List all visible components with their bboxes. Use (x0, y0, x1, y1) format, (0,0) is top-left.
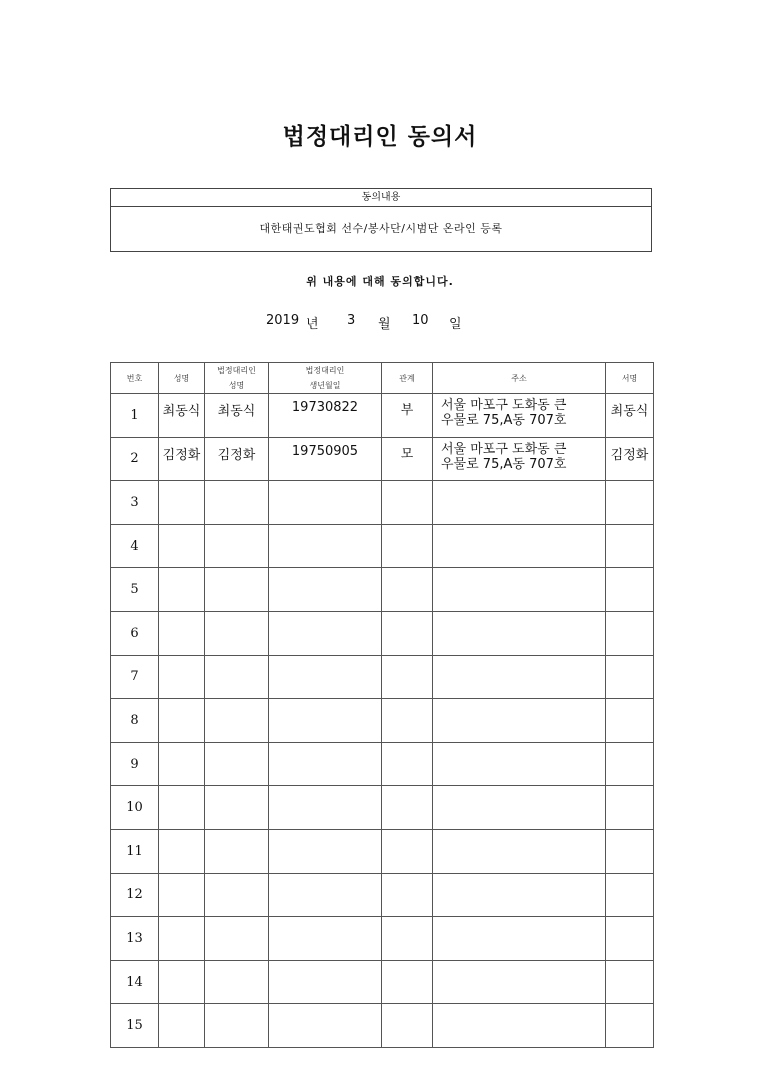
guardian-birthdate-cell (269, 960, 382, 1004)
guardian-name-cell (205, 568, 269, 612)
student-name-cell (159, 568, 205, 612)
row-number-cell: 15 (111, 1004, 159, 1048)
address-cell (433, 611, 606, 655)
guardian-name-cell (205, 524, 269, 568)
relation-cell (382, 960, 433, 1004)
guardian-birthdate-cell (269, 481, 382, 525)
relation-cell (382, 611, 433, 655)
signature-cell (606, 524, 654, 568)
signature-cell (606, 873, 654, 917)
address-cell (433, 655, 606, 699)
address-cell: 서울 마포구 도화동 큰 우물로 75,A동 707호 (433, 394, 606, 438)
header-name: 성명 (159, 363, 205, 394)
row-number-cell: 12 (111, 873, 159, 917)
student-name-cell (159, 742, 205, 786)
guardian-name-cell (205, 917, 269, 961)
signature-cell (606, 742, 654, 786)
header-sign: 서명 (606, 363, 654, 394)
guardian-name-cell (205, 786, 269, 830)
guardian-name-cell (205, 1004, 269, 1048)
address-cell (433, 481, 606, 525)
table-row (111, 786, 654, 830)
address-cell (433, 786, 606, 830)
row-number-cell: 11 (111, 829, 159, 873)
table-row (111, 524, 654, 568)
address-cell (433, 1004, 606, 1048)
table-row (111, 655, 654, 699)
student-name-cell (159, 699, 205, 743)
relation-cell (382, 917, 433, 961)
guardian-birthdate-cell (269, 829, 382, 873)
table-row (111, 437, 654, 481)
row-number-cell: 2 (111, 437, 159, 481)
relation-cell (382, 481, 433, 525)
table-row (111, 873, 654, 917)
address-cell: 서울 마포구 도화동 큰 우물로 75,A동 707호 (433, 437, 606, 481)
date-day: 10 (412, 313, 429, 328)
relation-cell (382, 699, 433, 743)
table-row (111, 917, 654, 961)
table-row (111, 611, 654, 655)
guardian-name-cell (205, 829, 269, 873)
table-row (111, 394, 654, 438)
signature-cell (606, 917, 654, 961)
relation-cell: 부 (382, 394, 433, 438)
signature-cell (606, 481, 654, 525)
address-cell (433, 568, 606, 612)
table-row (111, 481, 654, 525)
table-body (111, 394, 654, 1048)
table-row (111, 699, 654, 743)
date-year: 2019 (266, 313, 300, 328)
guardian-birthdate-cell (269, 611, 382, 655)
row-number-cell: 1 (111, 394, 159, 438)
guardian-birthdate-cell (269, 699, 382, 743)
relation-cell (382, 655, 433, 699)
student-name-cell (159, 1004, 205, 1048)
header-guardian-birth: 법정대리인 생년월일 (269, 363, 382, 394)
consent-box (110, 188, 652, 252)
header-guardian-name: 법정대리인 성명 (205, 363, 269, 394)
guardian-name-cell: 김정화 (205, 437, 269, 481)
table-row (111, 960, 654, 1004)
student-name-cell (159, 786, 205, 830)
row-number-cell: 14 (111, 960, 159, 1004)
student-name-cell (159, 611, 205, 655)
signature-cell (606, 655, 654, 699)
table-row (111, 1004, 654, 1048)
guardian-birthdate-cell (269, 524, 382, 568)
relation-cell (382, 873, 433, 917)
guardian-name-cell (205, 960, 269, 1004)
guardian-name-cell: 최동식 (205, 394, 269, 438)
guardian-birthdate-cell (269, 1004, 382, 1048)
signature-cell (606, 699, 654, 743)
student-name-cell (159, 873, 205, 917)
row-number-cell: 4 (111, 524, 159, 568)
agreement-statement: 위 내용에 대해 동의합니다. (306, 275, 454, 288)
address-cell (433, 873, 606, 917)
guardian-birthdate-cell (269, 655, 382, 699)
signature-cell (606, 568, 654, 612)
address-cell (433, 829, 606, 873)
guardian-name-cell (205, 481, 269, 525)
signature-cell (606, 1004, 654, 1048)
guardian-table (110, 362, 654, 1048)
student-name-cell (159, 481, 205, 525)
guardian-birthdate-cell (269, 568, 382, 612)
header-relation: 관계 (382, 363, 433, 394)
address-cell (433, 524, 606, 568)
student-name-cell (159, 829, 205, 873)
student-name-cell (159, 917, 205, 961)
student-name-cell (159, 524, 205, 568)
consent-body: 대한태권도협회 선수/봉사단/시범단 온라인 등록 (259, 222, 503, 235)
date-day-unit: 일 (449, 317, 462, 332)
signature-cell (606, 829, 654, 873)
table-row (111, 568, 654, 612)
guardian-birthdate-cell (269, 742, 382, 786)
table-row (111, 829, 654, 873)
guardian-birthdate-cell: 19750905 (269, 437, 382, 481)
relation-cell (382, 786, 433, 830)
table-row (111, 742, 654, 786)
relation-cell (382, 568, 433, 612)
address-cell (433, 960, 606, 1004)
header-address: 주소 (433, 363, 606, 394)
guardian-name-cell (205, 655, 269, 699)
signature-cell: 김정화 (606, 437, 654, 481)
row-number-cell: 7 (111, 655, 159, 699)
relation-cell (382, 524, 433, 568)
student-name-cell: 김정화 (159, 437, 205, 481)
signature-cell: 최동식 (606, 394, 654, 438)
guardian-name-cell (205, 611, 269, 655)
document-title: 법정대리인 동의서 (282, 124, 478, 150)
header-no: 번호 (111, 363, 159, 394)
guardian-name-cell (205, 699, 269, 743)
row-number-cell: 3 (111, 481, 159, 525)
address-cell (433, 917, 606, 961)
date-month: 3 (347, 313, 356, 328)
row-number-cell: 8 (111, 699, 159, 743)
relation-cell (382, 829, 433, 873)
student-name-cell (159, 655, 205, 699)
student-name-cell (159, 960, 205, 1004)
guardian-birthdate-cell (269, 786, 382, 830)
signature-cell (606, 786, 654, 830)
relation-cell (382, 1004, 433, 1048)
guardian-name-cell (205, 873, 269, 917)
table-header-row (111, 363, 654, 394)
guardian-birthdate-cell (269, 873, 382, 917)
address-cell (433, 742, 606, 786)
address-cell (433, 699, 606, 743)
row-number-cell: 10 (111, 786, 159, 830)
date-year-unit: 년 (306, 317, 319, 332)
row-number-cell: 13 (111, 917, 159, 961)
guardian-name-cell (205, 742, 269, 786)
row-number-cell: 6 (111, 611, 159, 655)
guardian-birthdate-cell: 19730822 (269, 394, 382, 438)
student-name-cell: 최동식 (159, 394, 205, 438)
row-number-cell: 5 (111, 568, 159, 612)
guardian-birthdate-cell (269, 917, 382, 961)
relation-cell: 모 (382, 437, 433, 481)
relation-cell (382, 742, 433, 786)
signature-cell (606, 960, 654, 1004)
signature-cell (606, 611, 654, 655)
consent-header: 동의내용 (111, 189, 651, 207)
date-month-unit: 월 (378, 317, 391, 332)
row-number-cell: 9 (111, 742, 159, 786)
